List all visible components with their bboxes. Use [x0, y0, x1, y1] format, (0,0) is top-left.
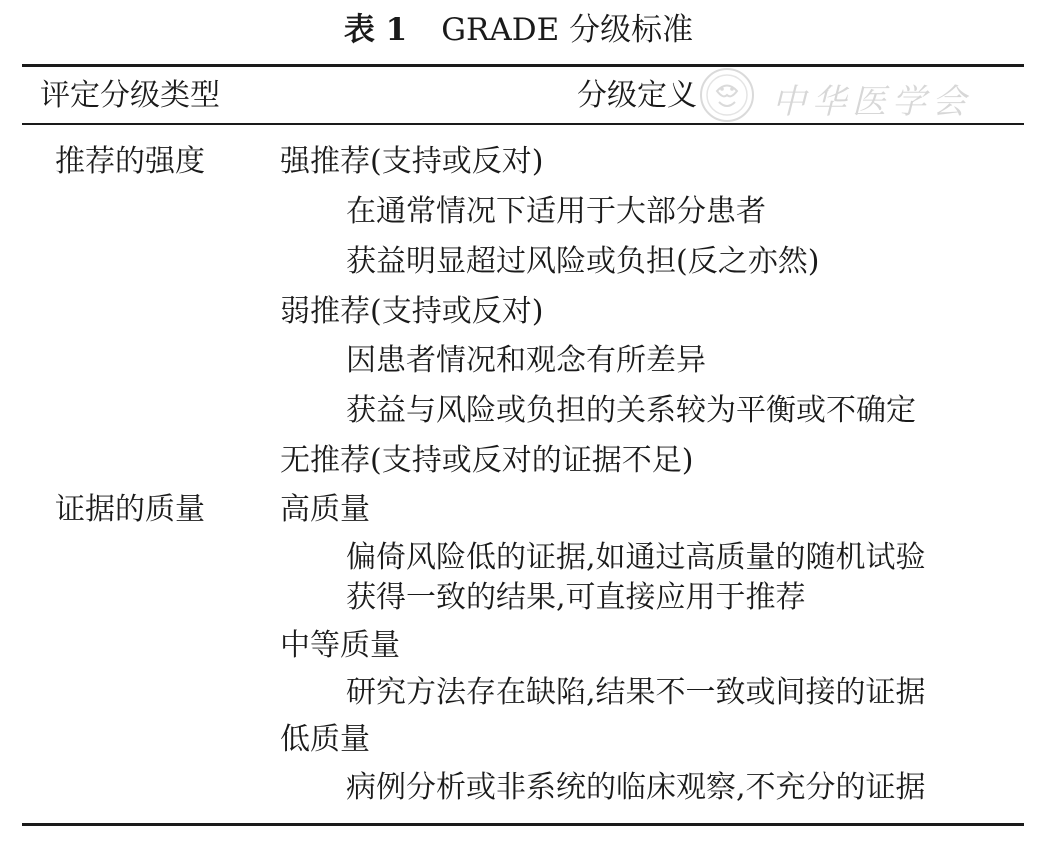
definition-line: 中等质量 [280, 628, 400, 663]
definition-line: 无推荐(支持或反对的证据不足) [280, 443, 694, 478]
definition-line: 获得一致的结果,可直接应用于推荐 [346, 580, 806, 615]
category-label: 证据的质量 [55, 492, 205, 527]
definition-line: 因患者情况和观念有所差异 [346, 343, 706, 378]
definition-line: 获益明显超过风险或负担(反之亦然) [346, 244, 820, 279]
seal-icon [698, 66, 756, 124]
category-label: 推荐的强度 [55, 144, 205, 179]
table-caption: GRADE 分级标准 [441, 12, 694, 48]
bottom-rule [22, 823, 1024, 826]
definition-line: 偏倚风险低的证据,如通过高质量的随机试验 [346, 540, 926, 575]
definition-line: 获益与风险或负担的关系较为平衡或不确定 [346, 393, 916, 428]
table-title [0, 10, 1037, 50]
watermark-text: 中华医学会 [772, 82, 972, 122]
definition-line: 低质量 [280, 722, 370, 757]
definition-line: 病例分析或非系统的临床观察,不充分的证据 [346, 770, 926, 805]
column-header-category: 评定分级类型 [40, 78, 220, 113]
definition-line: 弱推荐(支持或反对) [280, 294, 544, 329]
definition-line: 研究方法存在缺陷,结果不一致或间接的证据 [346, 675, 926, 710]
watermark [698, 64, 988, 126]
definition-line: 高质量 [280, 492, 370, 527]
column-header-definition: 分级定义 [577, 78, 697, 113]
header-rule [22, 123, 1024, 125]
table-label: 表 1 [343, 12, 408, 48]
definition-line: 强推荐(支持或反对) [280, 144, 544, 179]
definition-line: 在通常情况下适用于大部分患者 [346, 194, 766, 229]
